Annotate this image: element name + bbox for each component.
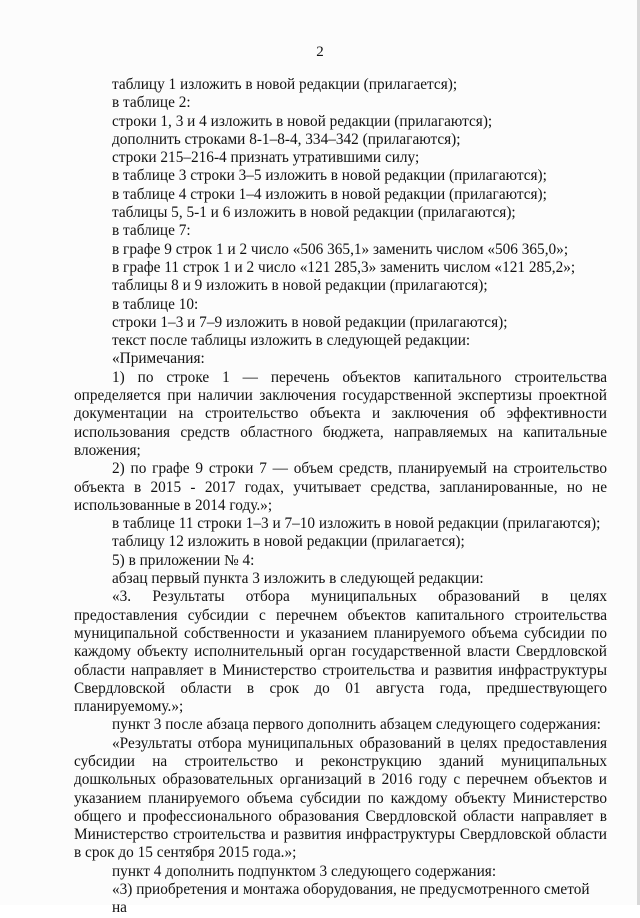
note-paragraph-1: 1) по строке 1 — перечень объектов капитального строительства определяется при наличии заключения государственной экспертизы проектной документации на строительство объекта и заключения об эффективности использования средств областного бюджета, направляемых на капитальные вложения;: [74, 368, 607, 459]
text-line: строки 215–216-4 признать утратившими силу;: [112, 149, 420, 167]
text-line: строки 1–3 и 7–9 изложить в новой редакции (прилагаются);: [112, 313, 508, 331]
text-line: 5) в приложении № 4:: [112, 551, 255, 569]
text-line: в таблице 7:: [112, 222, 191, 240]
text-line: дополнить строками 8-1–8-4, 334–342 (прилагаются);: [112, 130, 461, 148]
text-line: пункт 3 после абзаца первого дополнить абзацем следующего содержания:: [112, 716, 601, 734]
text-line: таблицы 5, 5-1 и 6 изложить в новой редакции (прилагаются);: [112, 204, 516, 222]
paragraph-point-3: «3. Результаты отбора муниципальных образований в целях предоставления субсидии с перечнем объектов капитального строительства муниципальной собственности и указанием планируемого объема субсидии по каждому объекту исполнительный орган государственной власти Свердловской области направляет в Министерство строительства и развития инфраструктуры Свердловской области в срок до 01 августа года, предшествующего планируемому.»;: [74, 588, 607, 716]
document-body: [74, 76, 607, 918]
text-line: в таблице 10:: [112, 295, 199, 313]
text-line: таблицу 12 изложить в новой редакции (прилагается);: [112, 533, 465, 551]
paragraph-results: «Результаты отбора муниципальных образований в целях предоставления субсидии на строительство и реконструкцию зданий муниципальных дошкольных образовательных организаций в 2016 году с перечнем объектов и указанием планируемого объема субсидии по каждому объекту Министерство общего и профессионального образования Свердловской области направляет в Министерство строительства и развития инфраструктуры Свердловской области в срок до 15 сентября 2015 года.»;: [74, 734, 607, 862]
text-line: в таблице 11 строки 1–3 и 7–10 изложить в новой редакции (прилагаются);: [112, 515, 601, 533]
text-line: таблицу 1 изложить в новой редакции (прилагается);: [112, 76, 458, 93]
text-line-last: «3) приобретения и монтажа оборудования, не предусмотренного сметой на: [112, 881, 590, 917]
text-line: текст после таблицы изложить в следующей редакции:: [112, 332, 471, 350]
text-line: в таблице 3 строки 3–5 изложить в новой редакции (прилагаются);: [112, 167, 547, 185]
note-paragraph-2: 2) по графе 9 строки 7 — объем средств, планируемый на строительство объекта в 2015 - 2017 годах, учитывает средства, запланированные, но не использованные в 2014 году.»;: [74, 460, 607, 514]
text-line: строки 1, 3 и 4 изложить в новой редакции (прилагаются);: [112, 112, 493, 130]
text-line: «Примечания:: [112, 350, 205, 368]
text-line: в таблице 4 строки 1–4 изложить в новой редакции (прилагаются);: [112, 185, 547, 203]
page-number: 2: [316, 44, 324, 60]
text-line: абзац первый пункта 3 изложить в следующей редакции:: [112, 570, 484, 588]
text-line: пункт 4 дополнить подпунктом 3 следующего содержания:: [112, 862, 497, 880]
text-line: в графе 9 строк 1 и 2 число «506 365,1» заменить числом «506 365,0»;: [112, 240, 569, 258]
text-line: таблицы 8 и 9 изложить в новой редакции (прилагаются);: [112, 277, 488, 295]
text-line: в таблице 2:: [112, 94, 191, 112]
text-line: в графе 11 строк 1 и 2 число «121 285,3» заменить числом «121 285,2»;: [112, 258, 576, 276]
